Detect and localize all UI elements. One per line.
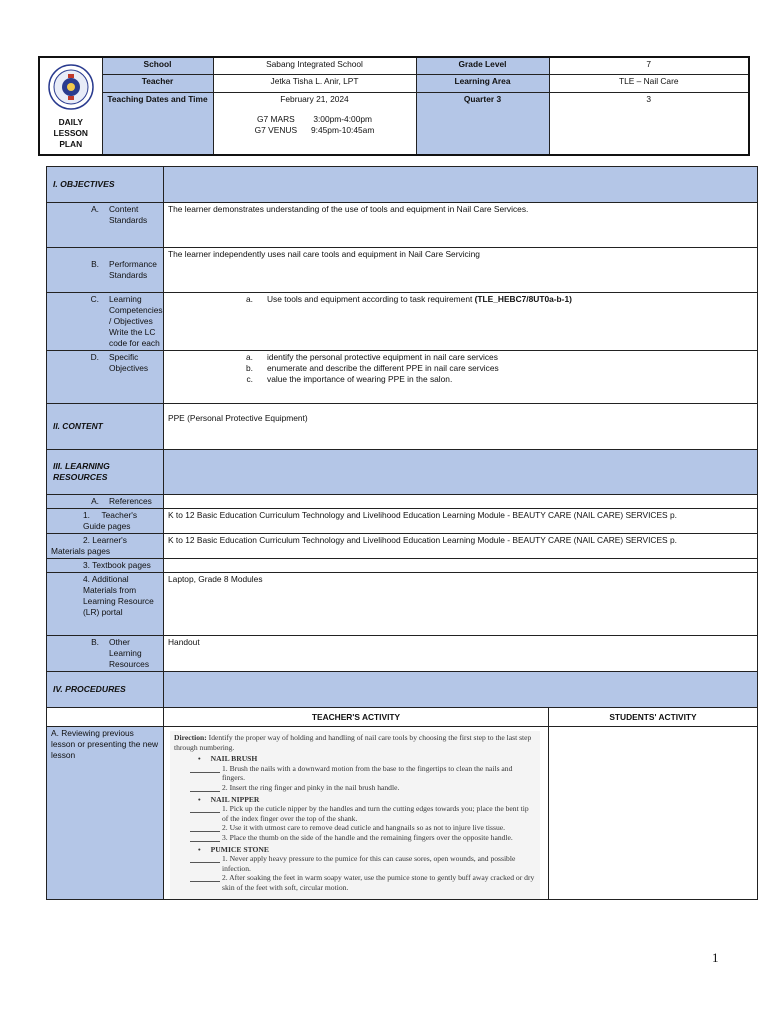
worksheet-step: 1. Never apply heavy pressure to the pumice for this can cause sores, open wounds, and possible infection.: [190, 854, 536, 873]
dates-label: Teaching Dates and Time: [102, 92, 213, 155]
students-activity-cell: [549, 727, 758, 900]
tool-heading: • PUMICE STONE: [198, 845, 536, 855]
objectives-title-fill: [164, 167, 758, 203]
resources-title: III. LEARNING RESOURCES: [47, 450, 164, 495]
quarter-value: 3: [549, 92, 749, 155]
worksheet-image: [170, 731, 540, 899]
specific-objectives-label: D. Specific Objectives: [47, 351, 164, 404]
lesson-plan-table: [46, 166, 758, 900]
page-number: 1: [712, 950, 719, 965]
school-label: School: [102, 57, 213, 75]
competencies-label: C. Learning Competencies / Objectives Write the LC code for each: [47, 293, 164, 351]
teachers-guide-label: 1. Teacher's Guide pages: [47, 509, 164, 534]
schedule-line-2: G7 VENUS 9:45pm-10:45am: [254, 124, 375, 135]
procedures-title-fill: [164, 672, 758, 708]
procedures-header-blank: [47, 708, 164, 727]
competencies-value: a. Use tools and equipment according to task requirement (TLE_HEBC7/8UT0a-b-1): [164, 293, 758, 351]
header-table: [38, 56, 750, 156]
tool-heading: • NAIL BRUSH: [198, 754, 536, 764]
performance-standards-label: B. Performance Standards: [47, 248, 164, 293]
deped-seal-icon: [48, 64, 94, 110]
schedule-line-1: G7 MARS 3:00pm-4:00pm: [257, 113, 372, 124]
worksheet-step: 2. Use it with utmost care to remove dead cuticle and hangnails so as not to injure live tissue.: [190, 823, 536, 833]
specific-objectives-value: [164, 351, 758, 404]
performance-standards-value: The learner independently uses nail care tools and equipment in Nail Care Servicing: [164, 248, 758, 293]
teacher-label: Teacher: [102, 75, 213, 92]
objectives-title: I. OBJECTIVES: [47, 167, 164, 203]
worksheet-step: 2. Insert the ring finger and pinky in the nail brush handle.: [190, 783, 536, 793]
area-value: TLE – Nail Care: [549, 75, 749, 92]
procedures-title: IV. PROCEDURES: [47, 672, 164, 708]
other-resources-label: B. Other Learning Resources: [47, 636, 164, 672]
additional-materials-value: Laptop, Grade 8 Modules: [164, 573, 758, 636]
content-value: PPE (Personal Protective Equipment): [164, 404, 758, 450]
lc-code: (TLE_HEBC7/8UT0a-b-1): [474, 294, 572, 304]
tool-heading: • NAIL NIPPER: [198, 795, 536, 805]
worksheet-step: 1. Brush the nails with a downward motion from the base to the fingertips to clean the nails and fingers.: [190, 764, 536, 783]
other-resources-value: Handout: [164, 636, 758, 672]
grade-value: 7: [549, 57, 749, 75]
worksheet-step: 3. Place the thumb on the side of the handle and the remaining fingers over the opposite handle.: [190, 833, 536, 843]
date-value: February 21, 2024: [280, 93, 349, 104]
textbook-label: 3. Textbook pages: [47, 559, 164, 573]
grade-label: Grade Level: [416, 57, 549, 75]
teacher-value: Jetka Tisha L. Anir, LPT: [213, 75, 416, 92]
list-item: a. identify the personal protective equipment in nail care services: [246, 352, 498, 362]
references-label: A. References: [47, 495, 164, 509]
school-value: Sabang Integrated School: [213, 57, 416, 75]
content-title: II. CONTENT: [47, 404, 164, 450]
resources-title-fill: [164, 450, 758, 495]
list-item: b. enumerate and describe the different PPE in nail care services: [246, 363, 499, 373]
teachers-activity-header: TEACHER'S ACTIVITY: [164, 708, 549, 727]
worksheet-step: 1. Pick up the cuticle nipper by the handles and turn the cutting edges towards you; place the bent tip of the index finger over the top of the shank.: [190, 804, 536, 823]
list-item: c. value the importance of wearing PPE in the salon.: [246, 374, 453, 384]
dlp-label: DAILY LESSON PLAN: [53, 117, 88, 149]
worksheet-direction: Direction: Identify the proper way of holding and handling of nail care tools by choosing the first step to the last step through numbering.: [174, 733, 532, 752]
content-standards-value: The learner demonstrates understanding of the use of tools and equipment in Nail Care Services.: [164, 203, 758, 248]
learners-materials-value: K to 12 Basic Education Curriculum Technology and Livelihood Education Learning Module - BEAUTY CARE (NAIL CARE) SERVICES p.: [164, 534, 758, 559]
teachers-guide-value: K to 12 Basic Education Curriculum Technology and Livelihood Education Learning Module - BEAUTY CARE (NAIL CARE) SERVICES p.: [164, 509, 758, 534]
content-standards-label: A. Content Standards: [47, 203, 164, 248]
logo-cell: [39, 57, 102, 155]
quarter-label: Quarter 3: [416, 92, 549, 155]
references-value: [164, 495, 758, 509]
area-label: Learning Area: [416, 75, 549, 92]
learners-materials-label: 2. Learner's Materials pages: [47, 534, 164, 559]
review-lesson-label: A. Reviewing previous lesson or presenting the new lesson: [47, 727, 164, 900]
teachers-activity-cell: [164, 727, 549, 900]
worksheet-step: 2. After soaking the feet in warm soapy water, use the pumice stone to gently buff away cracked or dry skin of the feet with soft, circular motion.: [190, 873, 536, 892]
additional-materials-label: 4. Additional Materials from Learning Resource (LR) portal: [47, 573, 164, 636]
textbook-value: [164, 559, 758, 573]
dates-cell: [213, 92, 416, 155]
students-activity-header: STUDENTS' ACTIVITY: [549, 708, 758, 727]
